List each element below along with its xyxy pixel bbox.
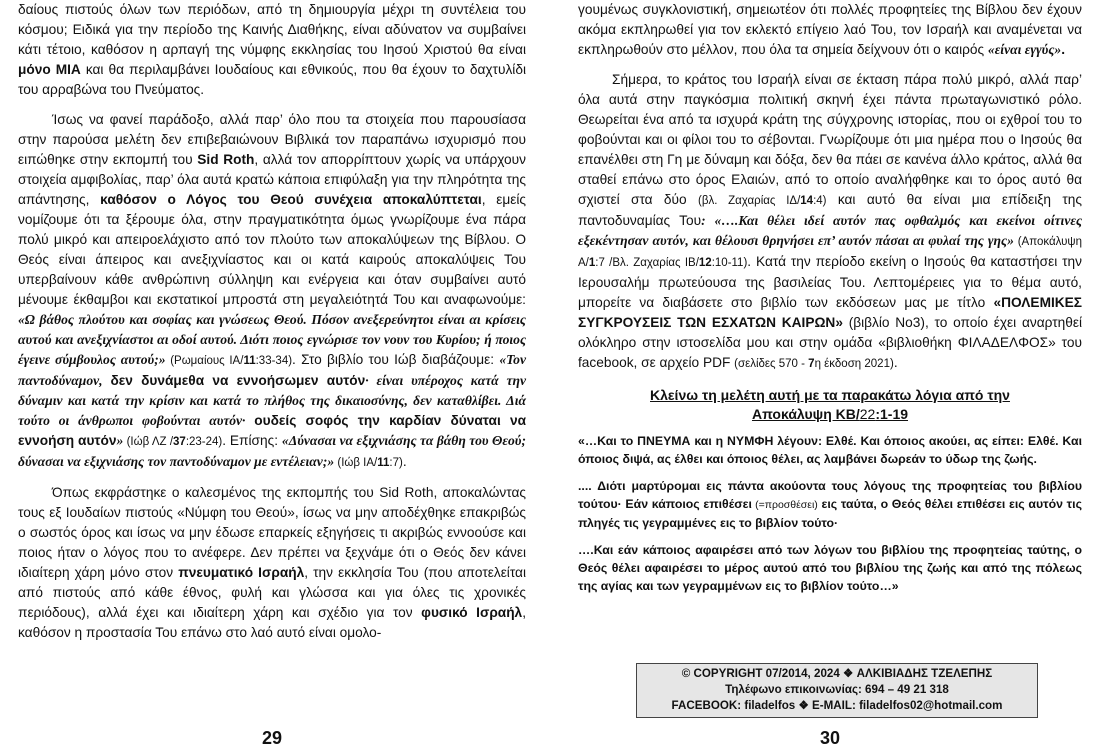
phone-line: Τηλέφωνο επικοινωνίας: 694 – 49 21 318: [725, 683, 949, 696]
revelation-quote-1: «…Και το ΠΝΕΥΜΑ και η ΝΥΜΦΗ λέγουν: Ελθέ. Και όποιος ακούει, ας είπει: Ελθέ. Και όποιος διψά, ας έλθει και όποιος θέλει, ας λαμβάνει δωρεάν το ύδωρ της ζωής.: [578, 434, 1082, 466]
paragraph-2: Σήμερα, το κράτος του Ισραήλ είναι σε έκταση πάρα πολύ μικρό, αλλά παρ’ όλα αυτά στην παγκόσμια πολιτική σκηνή έχει πάντα πρωταγωνιστικό ρόλο. Θεωρείται ένα από τα ισχυρά κράτη της σύγχρονης ιστορίας, που οι εχθροί του το φοβούνται και οι φίλοι του το σέβονται. Γνωρίζουμε ότι μια ημέρα που ο Ιησούς θα επανέλθει στη Γη με δύναμη και δόξα, δεν θα πάει σε κανένα άλλο κράτος, αλλά θα σταθεί επάνω στο όρος Ελαιών, από το οποίο αναλήφθηκε και το όρος αυτό θα σχιστεί στα δύο (βλ. Ζαχαρίας ΙΔ/14:4) και αυτό θα είναι μια επίδειξη της παντοδυναμίας Του: «….Και θέλει ιδεί αυτόν πας οφθαλμός και εκείνοι οίτινες εξεκέντησαν αυτόν, και θέλουσι θρηνήσει επ’ αυτόν πάσαι αι φυλαί της γης» (Αποκάλυψη Α/1:7 /Βλ. Ζαχαρίας ΙΒ/12:10-11). Κατά την περίοδο εκείνη ο Ιησούς θα καταστήσει την Ιερουσαλήμ πρωτεύουσα της βασιλείας Του. Λεπτομέρειες για το θέμα αυτό, μπορείτε να διαβάσετε στο βιβλίο των εκδόσεων μας με τίτλο «ΠΟΛΕΜΙΚΕΣ ΣΥΓΚΡΟΥΣΕΙΣ ΤΩΝ ΕΣΧΑΤΩΝ ΚΑΙΡΩΝ» (βιβλίο Νο3), το οποίο έχει αναρτηθεί ολόκληρο στην ιστοσελίδα μου και στην ομάδα «βιβλιοθήκη ΦΙΛΑΔΕΛΦΟΣ» του facebook, σε αρχείο PDF (σελίδες 570 - 7η έκδοση 2021).: [578, 72, 1082, 370]
closing-title: Κλείνω τη μελέτη αυτή με τα παρακάτω λόγια από την Αποκάλυψη ΚΒ/22:1-19: [650, 387, 1010, 422]
page-number: 30: [819, 728, 841, 748]
paragraph-1: δαίους πιστούς όλων των περιόδων, από τη δημιουργία μέχρι τη συντέλεια του κόσμου; Ειδικά για την περίοδο της Καινής Διαθήκης, είναι αδύνατον να συμβαίνει κάτι τέτοιο, καθόσον η αρπαγή της νύμφης εκκλησίας του Ιησού Χριστού θα είναι μόνο ΜΙΑ και θα περιλαμβάνει Ιουδαίους και εθνικούς, που θα έχουν το δαχτυλίδι του αρραβώνα του Πνεύματος.: [18, 2, 526, 97]
paragraph-2: Ίσως να φανεί παράδοξο, αλλά παρ’ όλο που τα στοιχεία που παρουσίασα στην παρούσα μελέτη δεν επιβεβαιώνουν Βιβλικά τον παραπάνω ισχυρισμό που ειπώθηκε στην εκπομπή του Sid Roth, αλλά τον απορρίπτουν χωρίς να υπάρχουν στοιχεία αμφιβολίας, παρ’ όλα αυτά κρατώ κάποια επιφύλαξη για την πληρότητα της απάντησης, καθόσον ο Λόγος του Θεού συνέχεια αποκαλύπτεται, εμείς νομίζουμε ότι τα ξέρουμε όλα, στην πραγματικότητα όμως γνωρίζουμε ένα πάρα πολύ μικρό και απειροελάχιστο από τον πλούτο των αποκαλύψεων της Βίβλου. Ο Θεός είναι άπειρος και ανεξιχνίαστος και οι κατά καιρούς αποκαλύψεις Του υπερβαίνουν κάθε ανθρώπινη σύλληψη και ενέργεια και όταν συμβαίνει αυτό μένουμε έκθαμβοι και εκστατικοί μπροστά στη μεγαλειότητά Του και αναφωνούμε: «Ω βάθος πλούτου και σοφίας και γνώσεως Θεού. Πόσον ανεξερεύνητοι είναι αι κρίσεις αυτού και ανεξιχνίαστοι αι οδοί αυτού. Διότι ποιος εγνώρισε τον νουν του Κυρίου; ή ποιος έγεινε σύμβουλος αυτού;» (Ρωμαίους ΙΑ/11:33-34). Στο βιβλίο του Ιώβ διαβάζουμε: «Τον παντοδύναμον, δεν δυνάμεθα να εννοήσωμεν αυτόν· είναι υπέροχος κατά την δύναμιν και κατά την κρίσιν και κατά το πλήθος της δικαιοσύνης, δεν καταθλίβει. Διά τούτο οι άνθρωποι φοβούνται αυτόν· ουδείς σοφός την καρδίαν δύναται να εννοήση αυτόν» (Ιώβ ΛΖ /37:23-24). Επίσης: «Δύνασαι να εξιχνιάσης τα βάθη του Θεού; δύνασαι να εξιχνιάσης τον παντοδύναμον με εντέλειαν;» (Ιώβ ΙΑ/11:7).: [18, 112, 527, 469]
copyright-line: © COPYRIGHT 07/2014, 2024 ❖ ΑΛΚΙΒΙΑΔΗΣ ΤΖΕΛΕΠΗΣ: [681, 667, 993, 680]
copyright-box: [636, 663, 1038, 718]
page-number: 29: [261, 728, 283, 748]
paragraph-3: Όπως εκφράστηκε ο καλεσμένος της εκπομπής του Sid Roth, αποκαλώντας τους εξ Ιουδαίων πιστούς «Νύμφη του Θεού», ίσως να μην αποδέχθηκε επακριβώς ο σωστός όρος και ίσως να μην έδωσε επαρκείς εξηγήσεις τι ακριβώς εννοούσε και ποιος ήταν ο λόγος που το ανέφερε. Δεν πρέπει να ξεχνάμε ότι ο Θεός δεν κάνει ιδιαίτερη χάρη μόνο στον πνευματικό Ισραήλ, την εκκλησία Του (που αποτελείται από πιστούς από κάθε έθνος, φυλή και γλώσσα και για όλες τις χρονικές περιόδους), αλλά έχει και ιδιαίτερη χάρη και σχέδιο για τον φυσικό Ισραήλ, καθόσον η προστασία Του επάνω στο λαό αυτό είναι ομολο-: [18, 485, 527, 640]
revelation-quote-2: .... Διότι μαρτύρομαι εις πάντα ακούοντα τους λόγους της προφητείας του βιβλίου τούτου· Εάν κάποιος επιθέσει (=προσθέσει) εις ταύτα, ο Θεός θέλει επιθέσει εις αυτόν τις πληγές τις γεγραμμένες εις το βιβλίον τούτο·: [578, 479, 1082, 530]
right-page: [578, 0, 1082, 752]
contact-line: FACEBOOK: filadelfos ❖ E-MAIL: filadelfos02@hotmail.com: [671, 699, 1003, 712]
left-page: [18, 0, 526, 752]
revelation-quote-3: ….Και εάν κάποιος αφαιρέσει από των λόγων του βιβλίου της προφητείας ταύτης, ο Θεός θέλει αφαιρέσει το μέρος αυτού από του βιβλίου της ζωής και από της πόλεως της αγίας και των γεγραμμένων εις το βιβλίον τούτο…»: [578, 543, 1082, 593]
paragraph-1: γουμένως συγκλονιστική, σημειωτέον ότι πολλές προφητείες της Βίβλου δεν έχουν ακόμα εκπληρωθεί για τον εκλεκτό επίγειο λαό Του, τον Ισραήλ και αναμένεται να εκπληρωθούν στο μέλλον, που όλα τα σημεία δείχνουν ότι ο καιρός «είναι εγγύς».: [578, 2, 1082, 57]
